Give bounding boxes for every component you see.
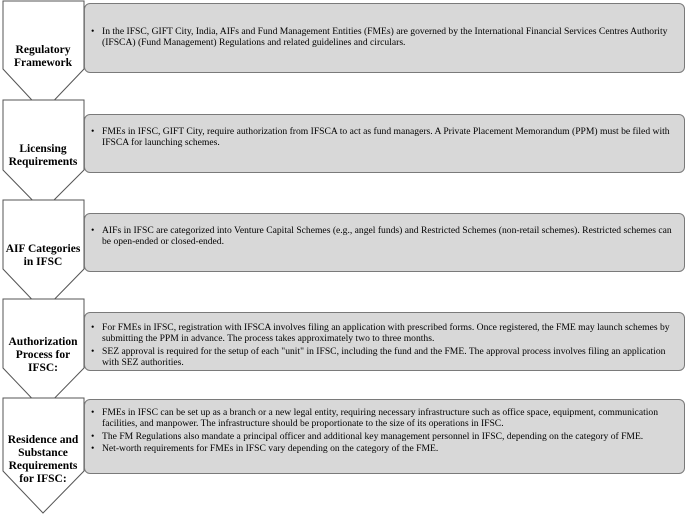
step-box-residence-substance — [84, 399, 685, 474]
bullet-item: • FMEs in IFSC can be set up as a branch or a new legal entity, requiring necessary infrastructure such as office space, equipment, communication facilities, and manpower. The infrastructure should be proportionate to the size of its operations in IFSC. — [91, 407, 676, 430]
bullet-list — [91, 225, 676, 248]
step-label-authorization-process: Authorization Process for IFSC: — [8, 336, 78, 374]
bullet-item: • The FM Regulations also mandate a principal officer and additional key management personnel in IFSC, depending on the category of FME. — [91, 431, 676, 442]
step-label-regulatory-framework: Regulatory Framework — [13, 44, 73, 69]
bullet-list — [91, 26, 676, 49]
bullet-list — [91, 322, 676, 369]
step-box-regulatory-framework — [84, 3, 685, 73]
bullet-item: • Net-worth requirements for FMEs in IFSC vary depending on the category of the FME. — [91, 443, 676, 454]
bullet-item: • AIFs in IFSC are categorized into Venture Capital Schemes (e.g., angel funds) and Restricted Schemes (non-retail schemes). Restricted schemes can be open-ended or closed-ended. — [91, 225, 676, 248]
step-box-licensing-requirements — [84, 114, 685, 173]
step-box-aif-categories — [84, 213, 685, 272]
bullet-item: • FMEs in IFSC, GIFT City, require authorization from IFSCA to act as fund managers. A Private Placement Memorandum (PPM) must be filed with IFSCA for launching schemes. — [91, 126, 676, 149]
bullet-item: • For FMEs in IFSC, registration with IFSCA involves filing an application with prescribed forms. Once registered, the FME may launch schemes by submitting the PPM in advance. The process takes approximately two to three months. — [91, 322, 676, 345]
bullet-list — [91, 407, 676, 455]
bullet-list — [91, 126, 676, 149]
step-label-licensing-requirements: Licensing Requirements — [8, 143, 78, 168]
step-label-residence-substance: Residence and Substance Requirements for IFSC: — [7, 434, 79, 485]
step-label-aif-categories: AIF Categories in IFSC — [5, 243, 81, 268]
step-box-authorization-process — [84, 312, 685, 371]
bullet-item: • SEZ approval is required for the setup of each "unit" in IFSC, including the fund and the FME. The approval process involves filing an application with SEZ authorities. — [91, 346, 676, 369]
bullet-item: • In the IFSC, GIFT City, India, AIFs and Fund Management Entities (FMEs) are governed by the International Financial Services Centres Authority (IFSCA) (Fund Management) Regulations and related guidelines and circulars. — [91, 26, 676, 49]
